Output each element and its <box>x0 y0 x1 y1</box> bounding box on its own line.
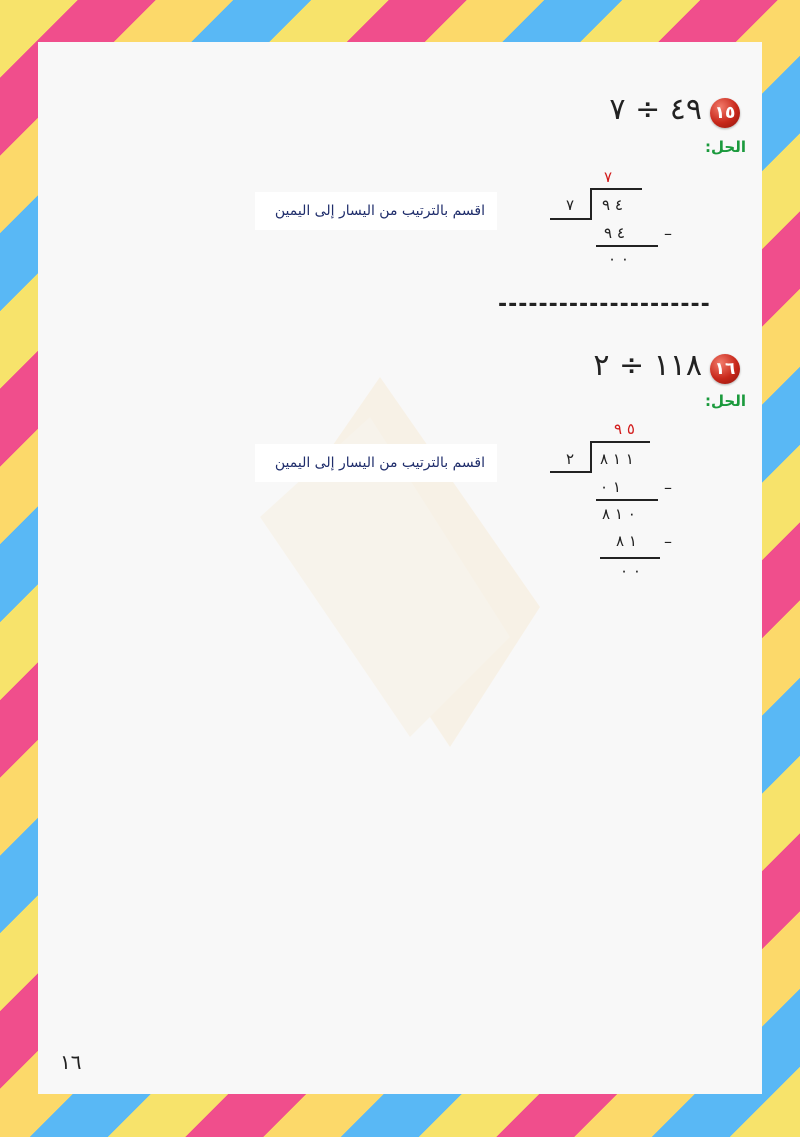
division-bracket <box>590 441 592 473</box>
hint-box: اقسم بالترتيب من اليسار إلى اليمين <box>255 192 497 230</box>
division-bracket <box>590 188 592 220</box>
problem-number-badge: ١٦ <box>710 354 740 384</box>
step-underline <box>596 499 658 501</box>
step-value: ٠ ٠ <box>620 562 641 580</box>
dividend: ١ ١ ٨ <box>600 450 634 468</box>
step-value: ٠ ٠ <box>608 250 629 268</box>
step-underline <box>596 245 658 247</box>
step-value: ١ ٠ <box>600 478 621 496</box>
problem-number-badge: ١٥ <box>710 98 740 128</box>
solution-label: الحل: <box>705 138 746 156</box>
step-underline <box>600 557 660 559</box>
hint-box: اقسم بالترتيب من اليسار إلى اليمين <box>255 444 497 482</box>
book-watermark-icon <box>260 377 540 747</box>
quotient: ٥ ٩ <box>614 420 635 438</box>
divisor-underline <box>550 218 592 220</box>
division-bar <box>592 441 650 443</box>
step-value: ٠ ١ ٨ <box>602 505 636 523</box>
minus-sign: – <box>664 224 672 243</box>
quotient: ٧ <box>604 168 613 186</box>
dividend: ٤ ٩ <box>602 196 623 214</box>
page-number: ١٦ <box>60 1050 82 1074</box>
division-bar <box>592 188 642 190</box>
problem-expression: ١١٨ ÷ ٢ <box>593 348 702 383</box>
divisor-underline <box>550 471 592 473</box>
divisor: ٧ <box>566 196 575 214</box>
worksheet-page <box>38 42 762 1094</box>
solution-label: الحل: <box>705 392 746 410</box>
divisor: ٢ <box>566 450 575 468</box>
section-separator: --------------------- <box>498 292 711 317</box>
step-value: ١ ٨ <box>616 532 637 550</box>
step-value: ٤ ٩ <box>604 224 625 242</box>
minus-sign: – <box>664 478 672 497</box>
minus-sign: – <box>664 532 672 551</box>
problem-expression: ٤٩ ÷ ٧ <box>609 92 702 127</box>
